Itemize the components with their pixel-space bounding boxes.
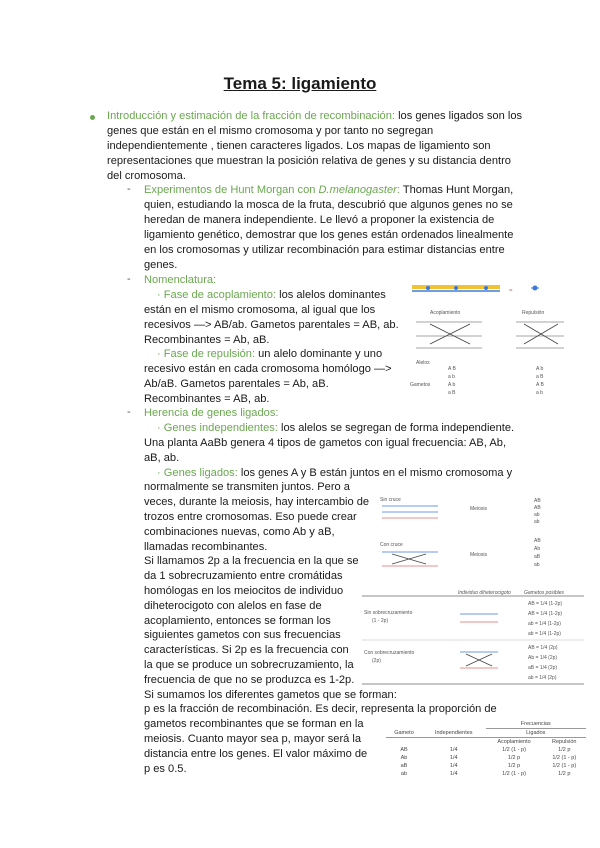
ind-line-2: Una planta AaBb genera 4 tipos de gametos con igual frecuencia: AB, Ab, — [144, 437, 507, 449]
p-line-8: la que se produce un sobrecruzamiento, la — [144, 659, 354, 671]
rep-line-3: Ab/aB. Gametos parentales = Ab, aB. — [144, 378, 329, 390]
gamete-label: a b — [448, 374, 455, 380]
acop-line-2: están en el mismo cromosoma, al igual que los — [144, 304, 376, 316]
gametos-label: Gametos — [410, 382, 431, 388]
gamete-label: A b — [448, 382, 456, 388]
morgan-colon: : — [396, 184, 400, 196]
intro-heading: Introducción y estimación de la fracción de recombinación: — [107, 110, 395, 122]
allele-marker — [426, 286, 430, 290]
table-row — [386, 720, 586, 729]
lig-line-6: llamadas recombinantes. — [144, 541, 268, 553]
table-row — [386, 754, 586, 762]
column-header: Ligados — [486, 729, 586, 738]
column-header: Repulsión — [552, 739, 577, 745]
acop-label: · Fase de acoplamiento: — [157, 289, 277, 301]
table-row — [386, 746, 586, 754]
gamete-frequency: Ab = 1/4 (2p) — [528, 655, 558, 661]
morgan-line-1 — [144, 183, 513, 198]
morgan-species: D.melanogaster — [318, 184, 397, 196]
rep-label: · Fase de repulsión: — [157, 348, 256, 360]
ind-text-1: los alelos se segregan de forma independiente. — [280, 422, 515, 434]
gamete-frequency: AB = 1/4 (1-2p) — [528, 611, 563, 617]
dash-marker: - — [127, 406, 131, 418]
table-cell — [386, 720, 422, 729]
gamete-label: a b — [536, 390, 543, 396]
table-cell: 1/2 p — [507, 763, 521, 769]
intro-line-4: representaciones que muestran la posición relativa de genes y su distancia dentro — [107, 155, 511, 167]
result-gamete: Ab — [534, 546, 541, 552]
gamete-frequency: ab = 1/4 (1-2p) — [528, 621, 561, 627]
page-title: Tema 5: ligamiento — [223, 74, 377, 93]
intro-line-1 — [107, 109, 522, 124]
acop-line-1 — [157, 288, 386, 303]
nomen-heading: Nomenclatura: — [144, 274, 217, 286]
gamete-label: a B — [536, 374, 544, 380]
intro-line-3: independientemente , tienen caracteres ligados. Los mapas de ligamiento son — [107, 140, 491, 152]
gamete-label: a B — [448, 390, 456, 396]
q-line-2: gametos recombinantes que se forman en la — [144, 718, 364, 730]
nomenclature-figure — [408, 278, 568, 402]
morgan-heading: Experimentos de Hunt Morgan con — [144, 184, 316, 196]
morgan-line-2: quien, estudiando la mosca de la fruta, descubrió que algunos genes no se — [144, 199, 513, 211]
table-cell: 1/4 — [449, 763, 458, 769]
ind-label: · Genes independientes: — [157, 422, 278, 434]
p-line-10: Si sumamos los diferentes gametos que se forman: — [144, 689, 397, 701]
table-cell: 1/2 p — [507, 755, 521, 761]
ind-line-3: aB, ab. — [144, 452, 180, 464]
meiosis-label: Meiosis — [470, 552, 487, 558]
frequency-table-figure — [386, 720, 586, 820]
morgan-line-3: heredan de manera independiente. Le llevó a proponer la existencia de — [144, 214, 495, 226]
intro-line-2: genes que están en el mismo cromosoma y por tanto no segregan — [107, 125, 434, 137]
table-row — [386, 770, 586, 778]
dash-marker: - — [127, 273, 131, 285]
rep-line-2: recesivo están en cada cromosoma homólogo —> — [144, 363, 392, 375]
table-cell: 1/4 — [449, 771, 458, 777]
result-gamete: ab — [534, 512, 540, 518]
herencia-heading: Herencia de genes ligados: — [144, 407, 279, 419]
morgan-text-1: Thomas Hunt Morgan, — [402, 184, 514, 196]
lig-text-1: los genes A y B están juntos en el mismo cromosoma y — [240, 467, 513, 479]
morgan-line-5: en los cromosomas y utilizar recombinación para estimar distancias entre — [144, 244, 505, 256]
table-cell: 1/2 p — [558, 771, 571, 777]
table-cell: 1/2 p — [558, 747, 571, 753]
morgan-line-4: ligamiento genético, demostrar que los genes están ordenados linealmente — [144, 229, 514, 241]
result-gamete: aB — [534, 554, 541, 560]
meiosis-figure — [378, 490, 570, 574]
column-header: Individuo diheterocigoto — [458, 590, 511, 596]
dash-marker: - — [127, 183, 131, 195]
acop-text-1: los alelos dominantes — [279, 289, 386, 301]
lig-line-4: trozos entre cromosomas. Eso puede crear — [144, 511, 357, 523]
column-header: Acoplamiento — [497, 739, 531, 745]
frequency-table — [386, 720, 586, 778]
lig-label: · Genes ligados: — [157, 467, 238, 479]
gamete-label: A b — [536, 366, 544, 372]
ind-line-1 — [157, 421, 514, 436]
column-header: Gametos posibles — [524, 590, 565, 596]
morgan-line-6: genes. — [144, 259, 178, 271]
table-cell — [422, 738, 486, 747]
q-line-5: p es 0.5. — [144, 763, 187, 775]
acop-line-4: Recombinantes = Ab, aB. — [144, 334, 270, 346]
table-cell: 1/4 — [449, 747, 458, 753]
table-cell: 1/2 (1 - p) — [552, 755, 577, 761]
gamete-frequency: AB = 1/4 (2p) — [528, 645, 558, 651]
row-frequency: (2p) — [372, 658, 381, 664]
gamete-frequency: AB = 1/4 (1-2p) — [528, 601, 563, 607]
p-line-6: siguientes gametos con sus frecuencias — [144, 629, 341, 641]
row-label: Con sobrecruzamiento — [364, 650, 415, 656]
result-gamete: AB — [534, 498, 541, 504]
q-line-3: meiosis. Cuanto mayor sea p, mayor será la — [144, 733, 362, 745]
p-line-3: homólogas en los meiocitos de individuo — [144, 585, 344, 597]
equals-sign: = — [509, 288, 513, 294]
lig-line-2: normalmente se transmiten juntos. Pero a — [144, 481, 350, 493]
q-line-4: distancia entre los genes. El valor máximo de — [144, 748, 368, 760]
p-line-1: Si llamamos 2p a la frecuencia en la que se — [144, 555, 359, 567]
table-cell: ab — [400, 771, 408, 777]
table-row — [386, 729, 586, 738]
frequency-header: Frecuencias — [486, 720, 586, 729]
gamete-frequency: aB = 1/4 (2p) — [528, 665, 558, 671]
table-cell: 1/4 — [449, 755, 458, 761]
meiosis-diagram — [378, 490, 570, 574]
p-line-2: da 1 sobrecruzamiento entre cromátidas — [144, 570, 343, 582]
table-row — [386, 738, 586, 747]
rep-line-1 — [157, 347, 382, 362]
table-cell: 1/2 (1 - p) — [552, 763, 577, 769]
row-frequency: (1 - 2p) — [372, 618, 389, 624]
table-cell: AB — [400, 747, 408, 753]
gamete-label: A B — [536, 382, 544, 388]
result-gamete: AB — [534, 505, 541, 511]
table-cell — [386, 738, 422, 747]
p-line-7: características. Si 2p es la frecuencia con — [144, 644, 349, 656]
chromosome-bar-blue — [412, 290, 500, 292]
table-cell: 1/2 (1 - p) — [502, 747, 526, 753]
intro-text-1: los genes ligados son los — [398, 110, 523, 122]
gamete-frequency: ab = 1/4 (2p) — [528, 675, 557, 681]
acop-figure-title: Acoplamiento — [430, 310, 461, 316]
rep-line-4: Recombinantes = AB, ab. — [144, 393, 270, 405]
result-gamete: ab — [534, 562, 540, 568]
meiosis-label: Meiosis — [470, 506, 487, 512]
row-label: Con cruce — [380, 542, 403, 548]
table-cell: Ab — [400, 755, 408, 761]
p-line-5: acoplamiento, entonces se forman los — [144, 615, 331, 627]
p-line-4: diheterocigoto con alelos en fase de — [144, 600, 322, 612]
row-label: Sin sobrecruzamiento — [364, 610, 413, 616]
lig-line-1 — [157, 466, 512, 481]
rep-text-1: un alelo dominante y uno — [258, 348, 383, 360]
rep-figure-title: Repulsión — [522, 310, 545, 316]
gamete-label: A B — [448, 366, 456, 372]
gametes-table — [362, 586, 584, 686]
bullet-dot — [90, 115, 95, 120]
column-header: Gameto — [386, 729, 422, 738]
result-gamete: AB — [534, 538, 541, 544]
table-cell — [422, 720, 486, 729]
allele-marker — [454, 286, 458, 290]
gametes-table-figure — [362, 586, 584, 686]
lig-line-5: combinaciones nuevas, como Ab y aB, — [144, 526, 335, 538]
table-cell: aB — [400, 763, 408, 769]
intro-line-5: del cromosoma. — [107, 170, 186, 182]
nomenclature-diagram — [408, 278, 568, 402]
p-line-9: frecuencia de que no se produzca es 1-2p. — [144, 674, 355, 686]
column-header: Independientes — [422, 729, 486, 738]
table-row — [386, 762, 586, 770]
row-label: Sin cruce — [380, 497, 401, 503]
acop-line-3: recesivos —> AB/ab. Gametos parentales = AB, ab. — [144, 319, 399, 331]
allele-marker — [484, 286, 488, 290]
q-line-1: p es la fracción de recombinación. Es decir, representa la proporción de — [144, 703, 497, 715]
lig-line-3: veces, durante la meiosis, hay intercambio de — [144, 496, 370, 508]
result-gamete: ab — [534, 519, 540, 525]
table-cell: 1/2 (1 - p) — [502, 771, 526, 777]
alelos-label: Alelos — [416, 360, 430, 366]
gamete-frequency: ab = 1/4 (1-2p) — [528, 631, 561, 637]
